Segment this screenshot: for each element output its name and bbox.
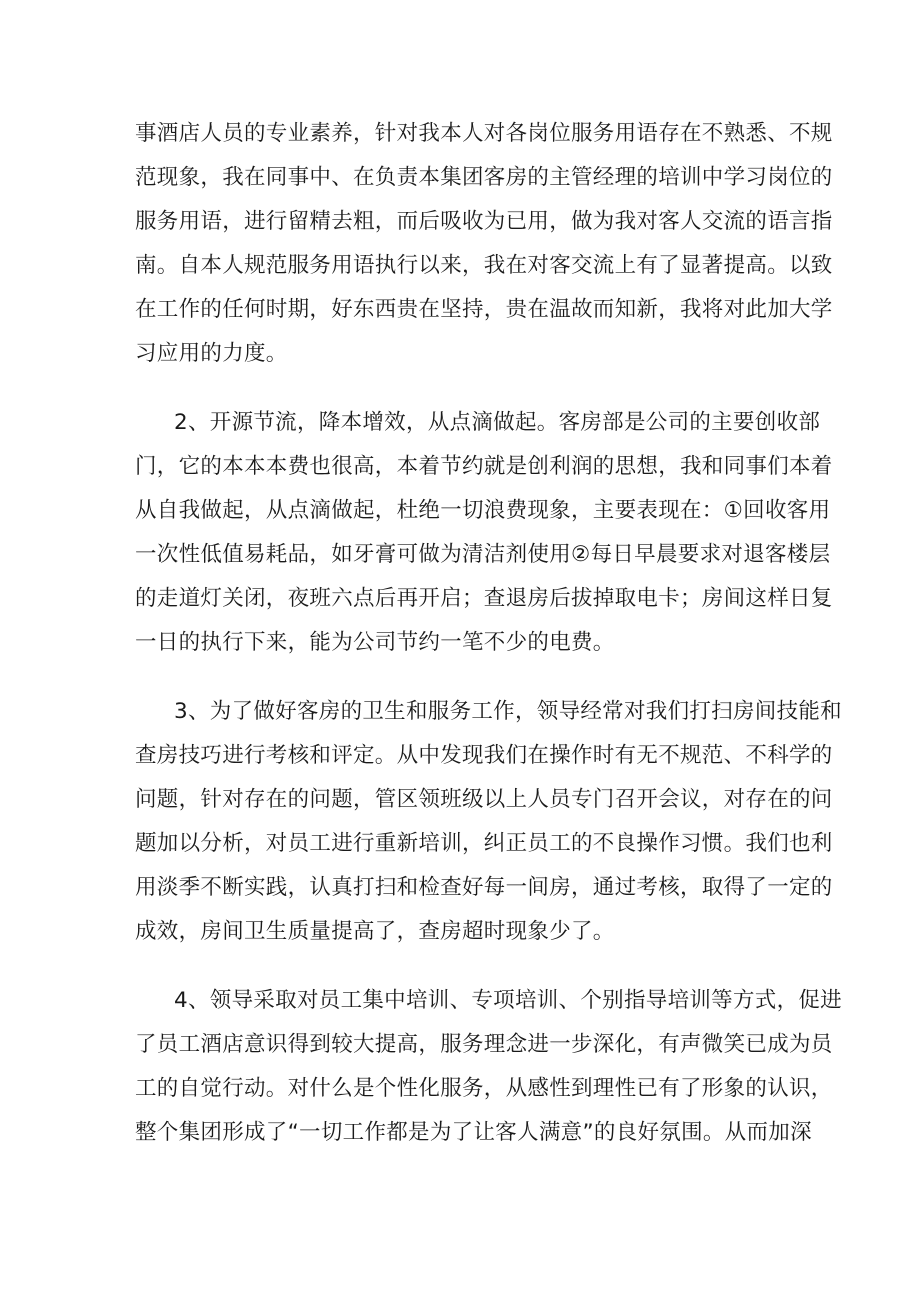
text-line: 题加以分析，对员工进行重新培训，纠正员工的不良操作习惯。我们也利 <box>135 831 833 856</box>
text-line: 用淡季不断实践，认真打扫和检查好每一间房，通过考核，取得了一定的 <box>135 875 833 900</box>
text-line: 一日的执行下来，能为公司节约一笔不少的电费。 <box>135 630 615 655</box>
text-line: 服务用语，进行留精去粗，而后吸收为已用，做为我对客人交流的语言指 <box>135 209 833 234</box>
text-line: 在工作的任何时期，好东西贵在坚持，贵在温故而知新，我将对此加大学 <box>135 297 833 322</box>
text-line: 一次性低值易耗品，如牙膏可做为清洁剂使用②每日早晨要求对退客楼层 <box>135 542 831 567</box>
paragraph-4-first-line: 4、领导采取对员工集中培训、专项培训、个别指导培训等方式，促进 <box>174 988 842 1013</box>
text-line: 成效，房间卫生质量提高了，查房超时现象少了。 <box>135 919 615 944</box>
text-line: 整个集团形成了“一切工作都是为了让客人满意”的良好氛围。从而加深 <box>135 1120 812 1145</box>
text-line: 门，它的本本本费也很高，本着节约就是创利润的思想，我和同事们本着 <box>135 454 833 479</box>
text-line: 问题，针对存在的问题，管区领班级以上人员专门召开会议，对存在的问 <box>135 787 833 812</box>
text-line: 了员工酒店意识得到较大提高，服务理念进一步深化，有声微笑已成为员 <box>135 1032 833 1057</box>
text-line: 习应用的力度。 <box>135 341 288 366</box>
text-line: 的走道灯关闭，夜班六点后再开启；查退房后拔掉取电卡；房间这样日复 <box>135 586 833 611</box>
text-line: 查房技巧进行考核和评定。从中发现我们在操作时有无不规范、不科学的 <box>135 743 833 768</box>
paragraph-2-first-line: 2、开源节流，降本增效，从点滴做起。客房部是公司的主要创收部 <box>174 410 821 435</box>
text-line: 从自我做起，从点滴做起，杜绝一切浪费现象，主要表现在：①回收客用 <box>135 498 831 523</box>
paragraph-3-first-line: 3、为了做好客房的卫生和服务工作，领导经常对我们打扫房间技能和 <box>174 699 842 724</box>
text-line: 工的自觉行动。对什么是个性化服务，从感性到理性已有了形象的认识， <box>135 1076 833 1101</box>
text-line: 南。自本人规范服务用语执行以来，我在对客交流上有了显著提高。以致 <box>135 253 833 278</box>
text-line: 范现象，我在同事中、在负责本集团客房的主管经理的培训中学习岗位的 <box>135 165 833 190</box>
text-line: 事酒店人员的专业素养，针对我本人对各岗位服务用语存在不熟悉、不规 <box>135 121 833 146</box>
